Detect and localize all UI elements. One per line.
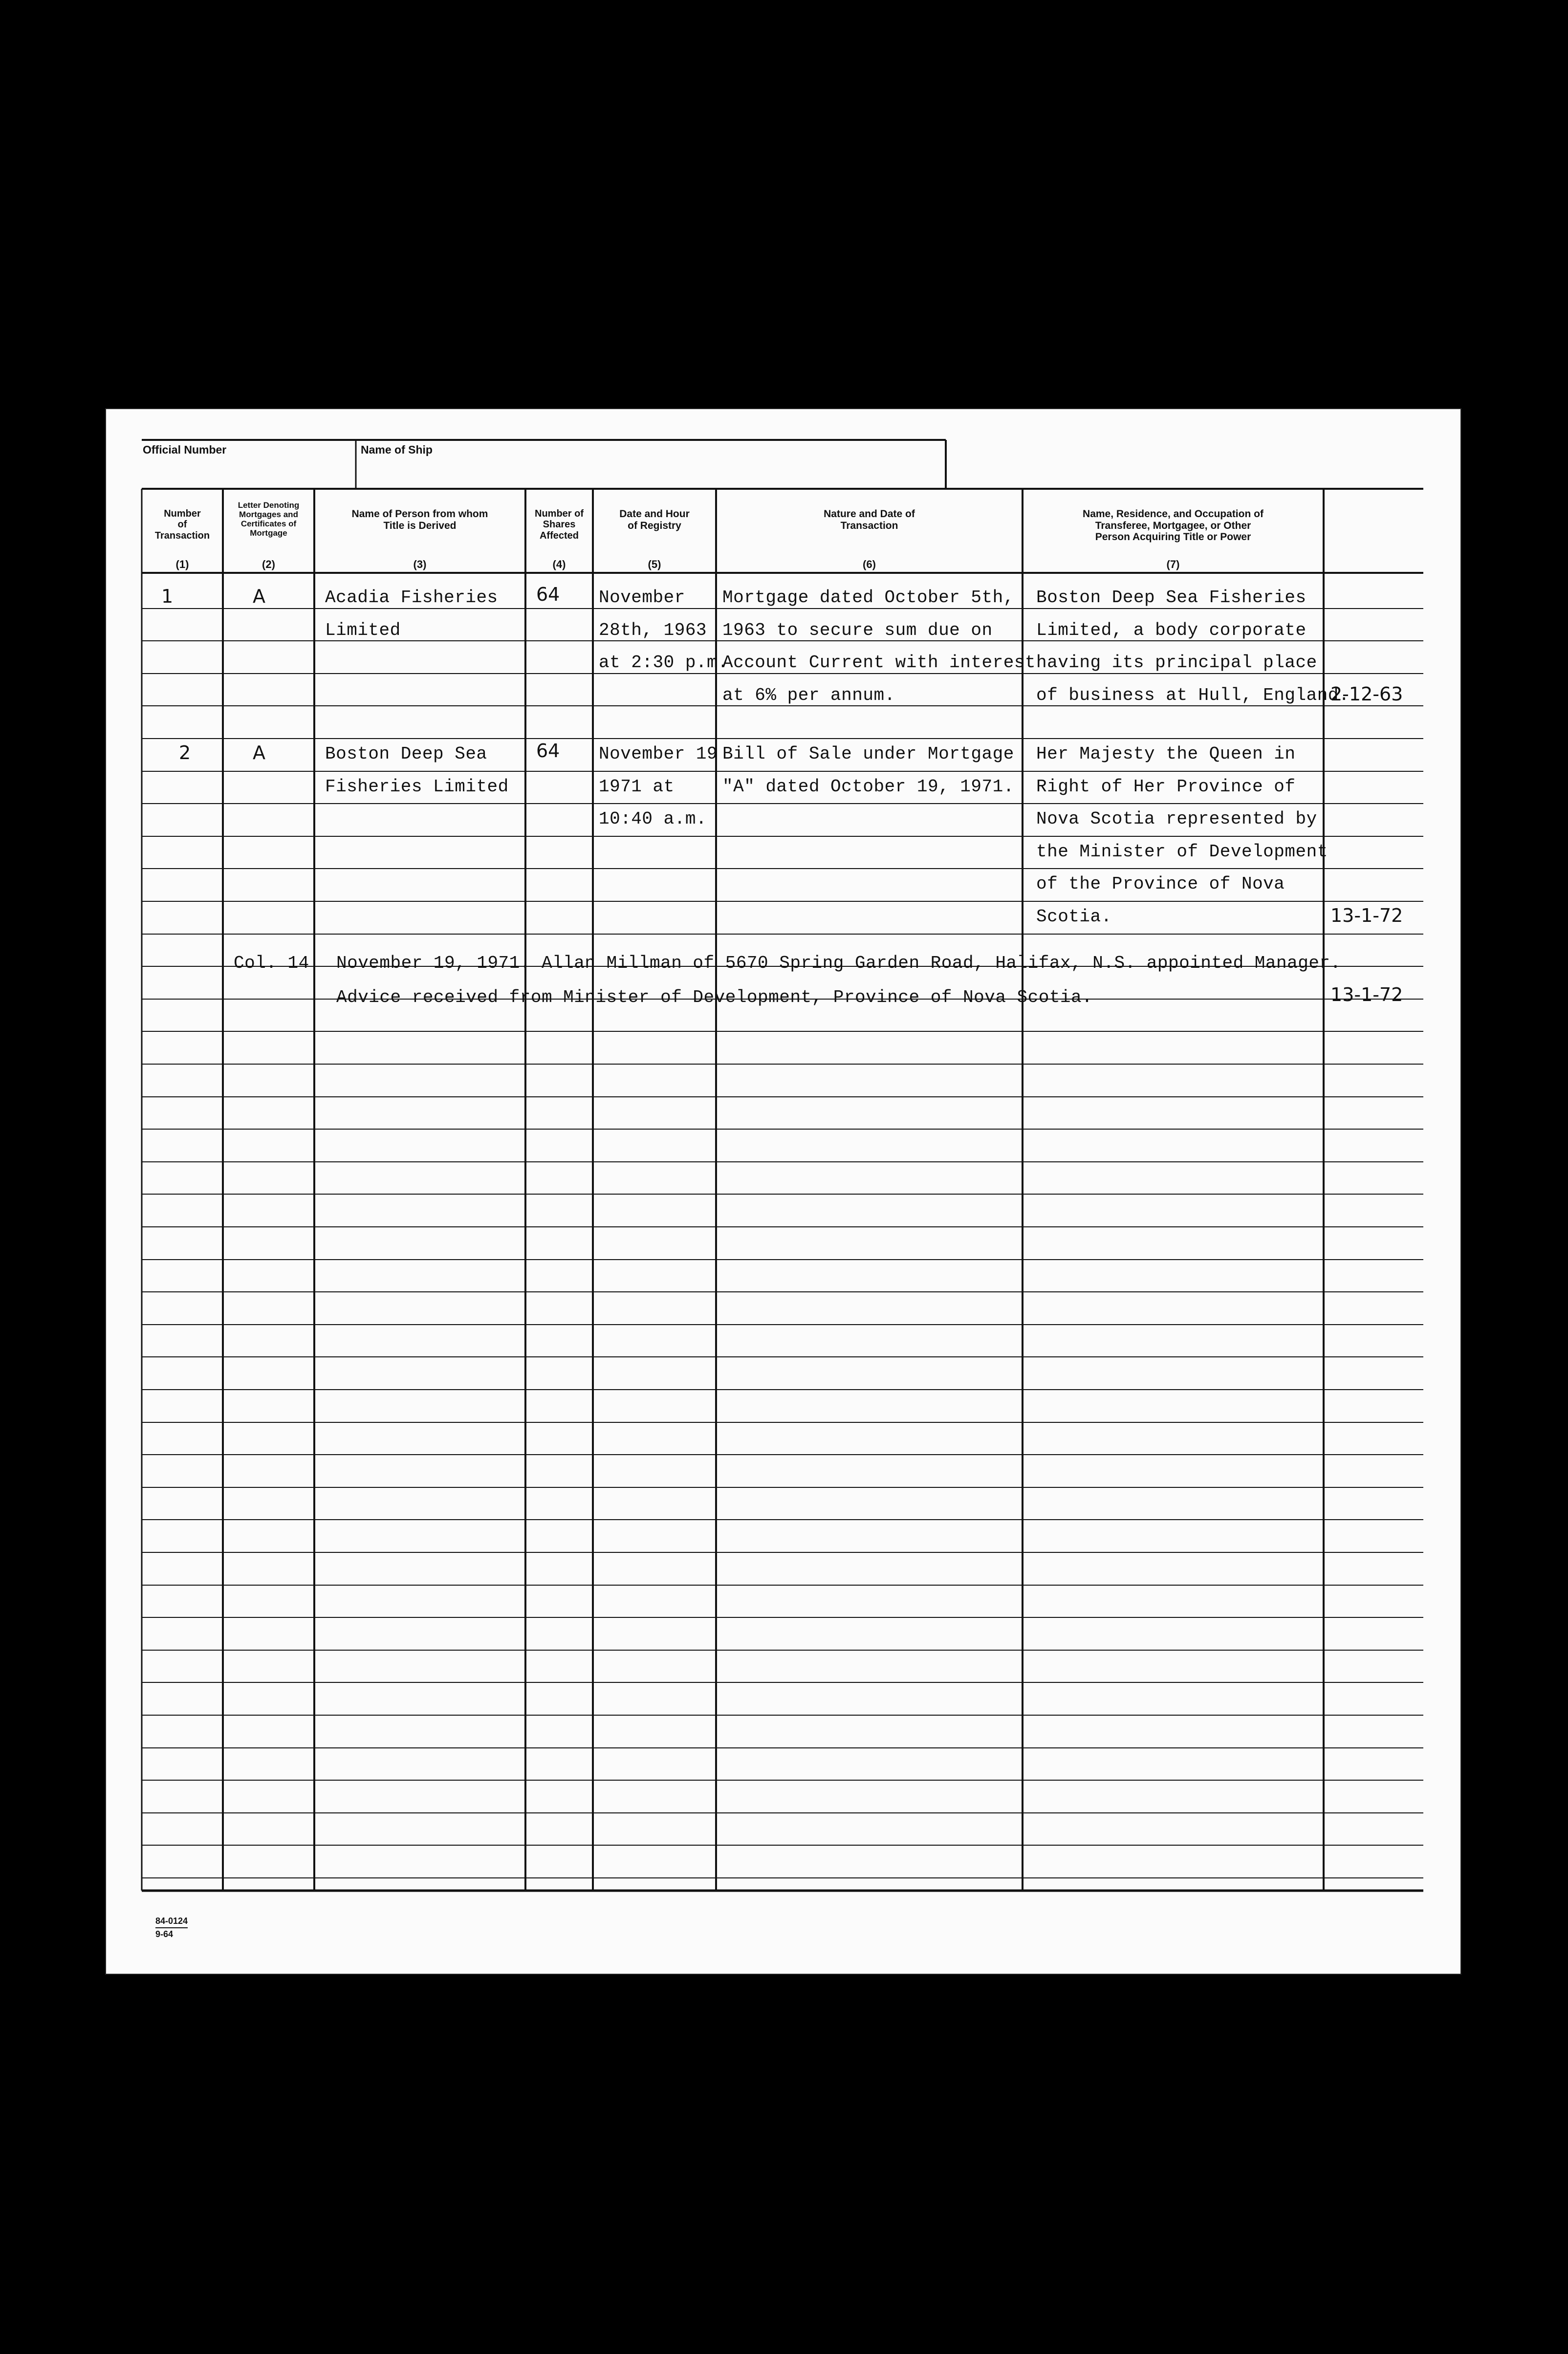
column-header-2: [223, 501, 314, 538]
entry-acquirer-line: of business at Hull, England.: [1036, 685, 1350, 705]
column-number-2: (2): [262, 558, 275, 570]
column-header-line: Transaction: [154, 530, 210, 541]
column-header-line: of: [177, 519, 187, 530]
entry-from-line: Acadia Fisheries: [325, 588, 498, 608]
entry-registry-line: 1971 at: [599, 777, 675, 797]
column-number-3: (3): [413, 558, 427, 570]
entry-date: 2-12-63: [1330, 683, 1403, 705]
entry-nature-line: Bill of Sale under Mortgage: [722, 744, 1014, 764]
entry-acquirer-line: Nova Scotia represented by: [1036, 809, 1317, 829]
column-header-line: Number of: [535, 508, 584, 519]
entry-nature-line: "A" dated October 19, 1971.: [722, 777, 1014, 797]
entry-acquirer-line: Her Majesty the Queen in: [1036, 744, 1296, 764]
entry-nature-line: at 6% per annum.: [722, 685, 895, 705]
entry-acquirer-line: of the Province of Nova: [1036, 874, 1285, 894]
column-header-line: Name of Person from whom: [351, 508, 488, 520]
column-header-4: [525, 508, 593, 541]
entry-acquirer-line: Boston Deep Sea Fisheries: [1036, 588, 1307, 608]
column-header-line: Transferee, Mortgagee, or Other: [1095, 520, 1251, 531]
entry-registry-line: 28th, 1963: [599, 620, 707, 640]
entry-shares: 64: [536, 740, 560, 762]
form-code-line-1: 84-0124: [155, 1916, 188, 1926]
column-number-1: (1): [175, 558, 189, 570]
name-of-ship-label: Name of Ship: [361, 443, 433, 456]
column-header-line: Letter Denoting: [238, 501, 300, 510]
entry-number: 2: [179, 742, 191, 763]
column-header-1: [142, 508, 223, 541]
entry-acquirer-line: Scotia.: [1036, 907, 1112, 927]
entry-registry-line: November 19: [599, 744, 718, 764]
entry-from-line: Limited: [325, 620, 401, 640]
note-line-2: Advice received from Minister of Development, Province of Nova Scotia.: [336, 987, 1093, 1007]
column-header-line: Date and Hour: [619, 508, 690, 520]
entry-letter: A: [253, 586, 265, 607]
note-line-1: November 19, 1971. Allan Millman of 5670 Spring Garden Road, Halifax, N.S. appointed Manager.: [336, 953, 1341, 973]
entry-nature-line: Account Current with interest: [722, 653, 1036, 673]
entry-shares: 64: [536, 584, 560, 605]
entry-letter: A: [253, 742, 265, 763]
column-header-3: [314, 508, 525, 531]
entry-acquirer-line: Right of Her Province of: [1036, 777, 1296, 797]
official-number-label: Official Number: [143, 443, 227, 456]
column-header-line: Nature and Date of: [824, 508, 915, 520]
entry-nature-line: Mortgage dated October 5th,: [722, 588, 1014, 608]
entry-date: 13-1-72: [1330, 905, 1403, 926]
column-header-line: Mortgages and: [239, 510, 298, 520]
entry-registry-line: 10:40 a.m.: [599, 809, 707, 829]
entry-acquirer-line: the Minister of Development: [1036, 842, 1328, 862]
form-code-line-2: 9-64: [155, 1927, 188, 1940]
column-number-7: (7): [1166, 558, 1180, 570]
column-header-line: Transaction: [840, 520, 898, 531]
entry-registry-line: at 2:30 p.m.: [599, 653, 729, 673]
column-number-5: (5): [648, 558, 661, 570]
column-header-line: Person Acquiring Title or Power: [1095, 531, 1251, 543]
form-code: [155, 1915, 188, 1940]
column-header-line: Name, Residence, and Occupation of: [1083, 508, 1263, 520]
entry-acquirer-line: Limited, a body corporate: [1036, 620, 1307, 640]
column-header-line: Shares: [543, 519, 576, 530]
entry-from-line: Boston Deep Sea: [325, 744, 487, 764]
column-header-line: Title is Derived: [383, 520, 457, 531]
column-header-line: Mortgage: [250, 528, 287, 538]
column-header-6: [716, 508, 1023, 531]
column-header-line: of Registry: [628, 520, 681, 531]
entry-acquirer-line: having its principal place: [1036, 653, 1317, 673]
column-number-4: (4): [552, 558, 566, 570]
entry-nature-line: 1963 to secure sum due on: [722, 620, 993, 640]
column-header-line: Affected: [539, 530, 579, 541]
column-header-line: Number: [164, 508, 201, 519]
column-header-5: [593, 508, 716, 531]
note-ref: Col. 14: [234, 953, 309, 973]
column-header-7: [1023, 508, 1324, 543]
entry-from-line: Fisheries Limited: [325, 777, 509, 797]
column-header-line: Certificates of: [240, 519, 297, 529]
entry-number: 1: [161, 586, 174, 607]
column-number-6: (6): [863, 558, 876, 570]
note-date: 13-1-72: [1330, 984, 1403, 1005]
entry-registry-line: November: [599, 588, 685, 608]
